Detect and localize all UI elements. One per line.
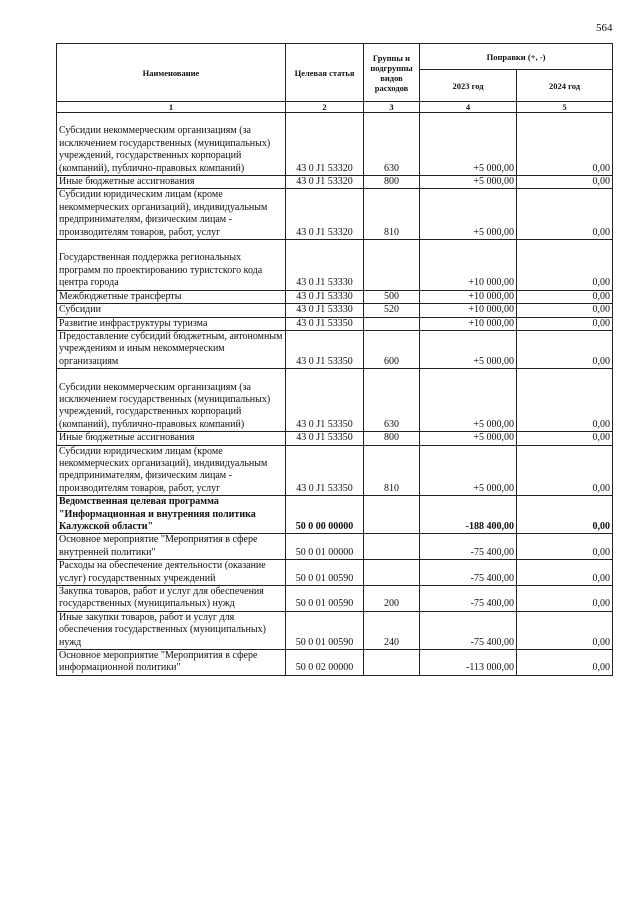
row-code: 43 0 J1 53350 bbox=[286, 369, 364, 432]
table-row bbox=[57, 290, 613, 303]
row-group bbox=[364, 534, 420, 560]
row-amount-2024: 0,00 bbox=[517, 650, 613, 676]
row-code: 50 0 02 00000 bbox=[286, 650, 364, 676]
table-row bbox=[57, 534, 613, 560]
row-group: 200 bbox=[364, 586, 420, 612]
table-row bbox=[57, 240, 613, 291]
row-group: 800 bbox=[364, 176, 420, 189]
row-code: 50 0 01 00000 bbox=[286, 534, 364, 560]
row-amount-2024: 0,00 bbox=[517, 290, 613, 303]
row-code: 43 0 J1 53350 bbox=[286, 445, 364, 496]
header-group: Группы и подгруппы видов расходов bbox=[364, 44, 420, 102]
row-name: Иные закупки товаров, работ и услуг для обеспечения государственных (муниципальных) нужд bbox=[57, 611, 286, 649]
row-name: Закупка товаров, работ и услуг для обеспечения государственных (муниципальных) нужд bbox=[57, 586, 286, 612]
column-number: 5 bbox=[517, 102, 613, 113]
row-group bbox=[364, 317, 420, 330]
row-amount-2024: 0,00 bbox=[517, 176, 613, 189]
row-amount-2023: -75 400,00 bbox=[420, 560, 517, 586]
row-amount-2023: -113 000,00 bbox=[420, 650, 517, 676]
table-row bbox=[57, 330, 613, 368]
row-amount-2024: 0,00 bbox=[517, 496, 613, 534]
table-row bbox=[57, 650, 613, 676]
row-amount-2024: 0,00 bbox=[517, 240, 613, 291]
table-row bbox=[57, 113, 613, 176]
row-group: 810 bbox=[364, 189, 420, 240]
table-row bbox=[57, 317, 613, 330]
table-row bbox=[57, 176, 613, 189]
row-group: 800 bbox=[364, 432, 420, 445]
row-code: 43 0 J1 53350 bbox=[286, 317, 364, 330]
row-name: Субсидии bbox=[57, 304, 286, 317]
row-amount-2023: +5 000,00 bbox=[420, 330, 517, 368]
table-row bbox=[57, 445, 613, 496]
row-amount-2024: 0,00 bbox=[517, 611, 613, 649]
row-code: 43 0 J1 53350 bbox=[286, 330, 364, 368]
row-amount-2023: +5 000,00 bbox=[420, 176, 517, 189]
row-amount-2023: -75 400,00 bbox=[420, 586, 517, 612]
row-amount-2023: +5 000,00 bbox=[420, 432, 517, 445]
row-code: 43 0 J1 53320 bbox=[286, 176, 364, 189]
row-name: Развитие инфраструктуры туризма bbox=[57, 317, 286, 330]
row-group bbox=[364, 650, 420, 676]
row-amount-2024: 0,00 bbox=[517, 189, 613, 240]
row-group: 520 bbox=[364, 304, 420, 317]
table-row bbox=[57, 586, 613, 612]
table-row bbox=[57, 369, 613, 432]
column-number: 4 bbox=[420, 102, 517, 113]
row-code: 50 0 01 00590 bbox=[286, 611, 364, 649]
row-group: 630 bbox=[364, 113, 420, 176]
row-group bbox=[364, 560, 420, 586]
row-name: Субсидии некоммерческим организациям (за исключением государственных (муниципальных) учреждений, государственных корпораций (компаний), публично-правовых компаний) bbox=[57, 369, 286, 432]
row-group: 500 bbox=[364, 290, 420, 303]
row-amount-2023: +10 000,00 bbox=[420, 304, 517, 317]
row-amount-2023: +10 000,00 bbox=[420, 290, 517, 303]
table-row bbox=[57, 496, 613, 534]
row-amount-2023: -75 400,00 bbox=[420, 534, 517, 560]
row-amount-2024: 0,00 bbox=[517, 586, 613, 612]
table-row bbox=[57, 189, 613, 240]
row-code: 43 0 J1 53320 bbox=[286, 189, 364, 240]
row-name: Межбюджетные трансферты bbox=[57, 290, 286, 303]
row-amount-2023: +5 000,00 bbox=[420, 113, 517, 176]
row-name: Ведомственная целевая программа "Информационная и внутренняя политика Калужской области" bbox=[57, 496, 286, 534]
row-name: Предоставление субсидий бюджетным, автономным учреждениям и иным некоммерческим организациям bbox=[57, 330, 286, 368]
table-row bbox=[57, 611, 613, 649]
row-group: 810 bbox=[364, 445, 420, 496]
row-name: Субсидии юридическим лицам (кроме некоммерческих организаций), индивидуальным предпринимателям, физическим лицам - производителям товаров, работ, услуг bbox=[57, 445, 286, 496]
row-amount-2023: +10 000,00 bbox=[420, 317, 517, 330]
row-amount-2023: -188 400,00 bbox=[420, 496, 517, 534]
row-name: Основное мероприятие "Мероприятия в сфере внутренней политики" bbox=[57, 534, 286, 560]
row-name: Субсидии юридическим лицам (кроме некоммерческих организаций), индивидуальным предпринимателям, физическим лицам - производителям товаров, работ, услуг bbox=[57, 189, 286, 240]
table-row bbox=[57, 432, 613, 445]
amendments-table bbox=[56, 43, 613, 676]
row-group bbox=[364, 240, 420, 291]
row-name: Иные бюджетные ассигнования bbox=[57, 176, 286, 189]
header-amendments: Поправки (+, -) bbox=[420, 44, 613, 70]
column-number: 1 bbox=[57, 102, 286, 113]
row-code: 43 0 J1 53330 bbox=[286, 240, 364, 291]
header-year-2024: 2024 год bbox=[517, 70, 613, 102]
row-code: 43 0 J1 53320 bbox=[286, 113, 364, 176]
row-amount-2023: -75 400,00 bbox=[420, 611, 517, 649]
row-amount-2023: +5 000,00 bbox=[420, 445, 517, 496]
column-number: 2 bbox=[286, 102, 364, 113]
row-amount-2024: 0,00 bbox=[517, 432, 613, 445]
row-amount-2024: 0,00 bbox=[517, 317, 613, 330]
row-group bbox=[364, 496, 420, 534]
row-code: 43 0 J1 53330 bbox=[286, 304, 364, 317]
row-name: Иные бюджетные ассигнования bbox=[57, 432, 286, 445]
table-row bbox=[57, 560, 613, 586]
row-code: 43 0 J1 53330 bbox=[286, 290, 364, 303]
header-code: Целевая статья bbox=[286, 44, 364, 102]
page-number: 564 bbox=[596, 22, 613, 34]
row-amount-2023: +5 000,00 bbox=[420, 189, 517, 240]
row-name: Субсидии некоммерческим организациям (за исключением государственных (муниципальных) учреждений, государственных корпораций (компаний), публично-правовых компаний) bbox=[57, 113, 286, 176]
row-amount-2024: 0,00 bbox=[517, 534, 613, 560]
row-code: 50 0 01 00590 bbox=[286, 560, 364, 586]
header-year-2023: 2023 год bbox=[420, 70, 517, 102]
row-code: 50 0 01 00590 bbox=[286, 586, 364, 612]
row-amount-2023: +10 000,00 bbox=[420, 240, 517, 291]
row-amount-2024: 0,00 bbox=[517, 113, 613, 176]
row-group: 240 bbox=[364, 611, 420, 649]
row-name: Государственная поддержка региональных программ по проектированию туристского кода центра города bbox=[57, 240, 286, 291]
row-amount-2024: 0,00 bbox=[517, 445, 613, 496]
row-group: 630 bbox=[364, 369, 420, 432]
row-code: 50 0 00 00000 bbox=[286, 496, 364, 534]
row-amount-2024: 0,00 bbox=[517, 560, 613, 586]
row-amount-2024: 0,00 bbox=[517, 369, 613, 432]
column-number: 3 bbox=[364, 102, 420, 113]
row-name: Расходы на обеспечение деятельности (оказание услуг) государственных учреждений bbox=[57, 560, 286, 586]
row-group: 600 bbox=[364, 330, 420, 368]
row-code: 43 0 J1 53350 bbox=[286, 432, 364, 445]
header-name: Наименование bbox=[57, 44, 286, 102]
row-amount-2024: 0,00 bbox=[517, 330, 613, 368]
table-row bbox=[57, 304, 613, 317]
row-amount-2023: +5 000,00 bbox=[420, 369, 517, 432]
row-amount-2024: 0,00 bbox=[517, 304, 613, 317]
row-name: Основное мероприятие "Мероприятия в сфере информационной политики" bbox=[57, 650, 286, 676]
